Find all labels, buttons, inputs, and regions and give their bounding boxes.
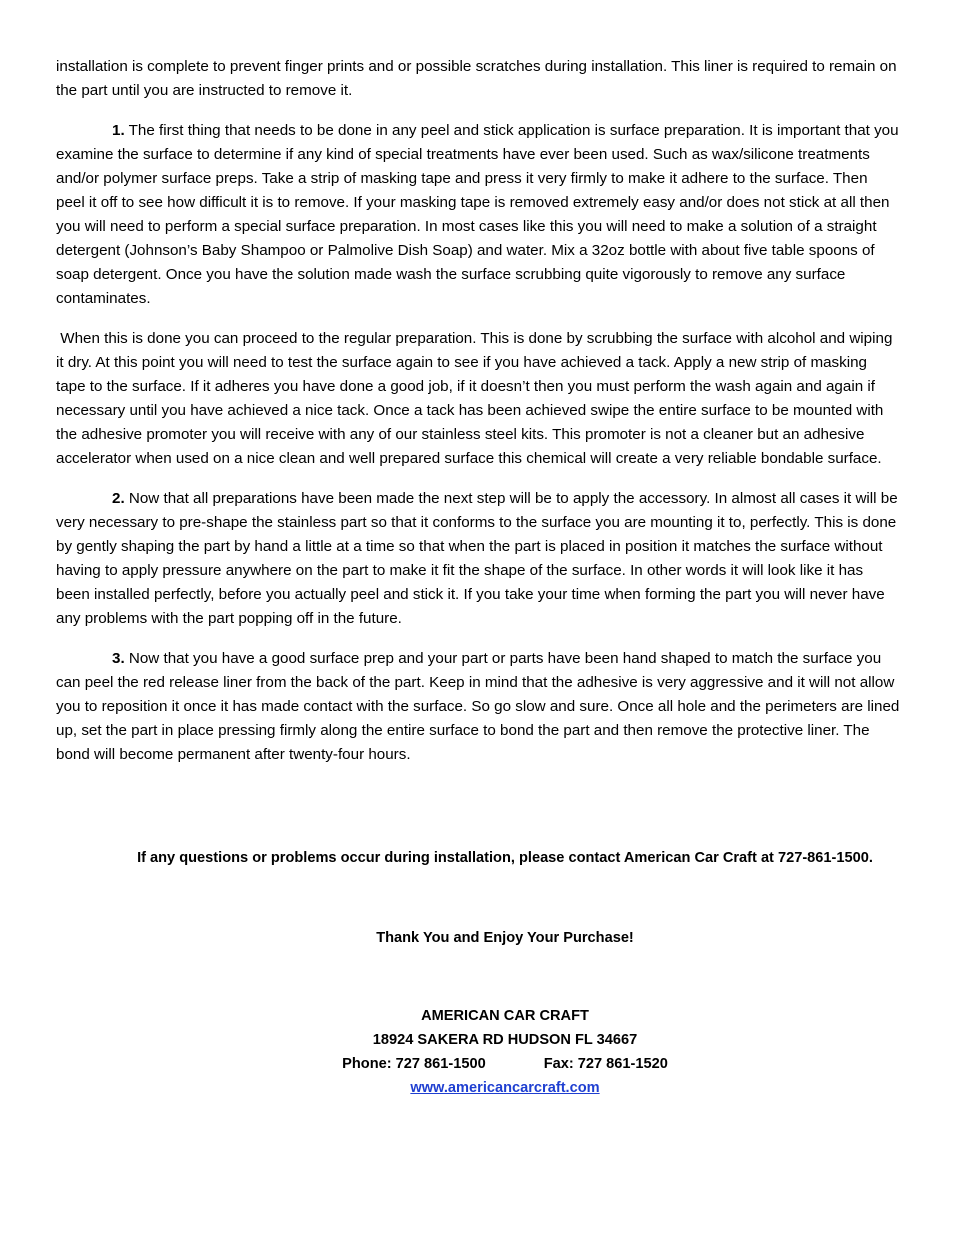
phone-number: Phone: 727 861-1500	[342, 1056, 486, 1072]
step-3-paragraph	[56, 647, 900, 767]
website-link[interactable]: www.americancarcraft.com	[410, 1080, 600, 1096]
step-3-text: Now that you have a good surface prep and your part or parts have been hand shaped to match the surface you can peel the red release liner from the back of the part. Keep in mind that the adhesive is very aggressive and it will not allow you to reposition it once it has made contact with the surface. So go slow and sure. Once all hole and the perimeters are lined up, set the part in place pressing firmly along the entire surface to bond the part and then remove the protective liner. The bond will become permanent after twenty-four hours.	[56, 650, 900, 763]
step-3-number: 3.	[112, 650, 125, 667]
step-2-paragraph	[56, 487, 900, 631]
preparation-paragraph: When this is done you can proceed to the regular preparation. This is done by scrubbing the surface with alcohol and wiping it dry. At this point you will need to test the surface again to see if you have achieved a tack. Apply a new strip of masking tape to the surface. If it adheres you have done a good job, if it doesn’t then you must perform the wash again and again if necessary until you have achieved a nice tack. Once a tack has been achieved swipe the entire surface to be mounted with the adhesive promoter you will receive with any of our stainless steel kits. This promoter is not a cleaner but an adhesive accelerator when used on a nice clean and well prepared surface this chemical will create a very reliable bondable surface.	[56, 330, 897, 467]
step-2-text: Now that all preparations have been made the next step will be to apply the accessory. In almost all cases it will be very necessary to pre-shape the stainless part so that it conforms to the surface you are mounting it to, perfectly. This is done by gently shaping the part by hand a little at a time so that when the part is placed in position it matches the surface without having to apply pressure anywhere on the part to make it fit the shape of the surface. In other words it will look like it has been installed perfectly, before you actually peel and stick it. If you take your time when forming the part you will never have any problems with the part popping off in the future.	[56, 490, 898, 627]
thanks-message: Thank You and Enjoy Your Purchase!	[376, 930, 634, 946]
company-address: 18924 SAKERA RD HUDSON FL 34667	[372, 1032, 638, 1048]
company-footer	[56, 1004, 954, 1100]
intro-paragraph: installation is complete to prevent finger prints and or possible scratches during installation. This liner is required to remain on the part until you are instructed to remove it.	[56, 58, 897, 99]
step-1-paragraph	[56, 119, 900, 311]
step-2-number: 2.	[112, 490, 125, 507]
step-1-text: The first thing that needs to be done in any peel and stick application is surface preparation. It is important that you examine the surface to determine if any kind of special treatments have ever been used. Such as wax/silicone treatments and/or polymer surface preps. Take a strip of masking tape and press it very firmly to make it adhere to the surface. Then peel it off to see how difficult it is to remove. If your masking tape is removed extremely easy and/or does not stick at all then you will need to perform a special surface preparation. In most cases like this you will need to make a solution of a straight detergent (Johnson’s Baby Shampoo or Palmolive Dish Soap) and water. Mix a 32oz bottle with about five table spoons of soap detergent. Once you have the solution made wash the surface scrubbing quite vigorously to remove any surface contaminates.	[56, 122, 899, 307]
website-line	[56, 1076, 954, 1100]
step-1-number: 1.	[112, 122, 125, 139]
company-name: AMERICAN CAR CRAFT	[421, 1008, 589, 1024]
phone-fax-line	[56, 1052, 954, 1076]
document-body	[56, 55, 900, 783]
fax-number: Fax: 727 861-1520	[543, 1056, 668, 1072]
contact-notice: If any questions or problems occur during installation, please contact American Car Craft at 727-861-1500.	[137, 850, 873, 866]
